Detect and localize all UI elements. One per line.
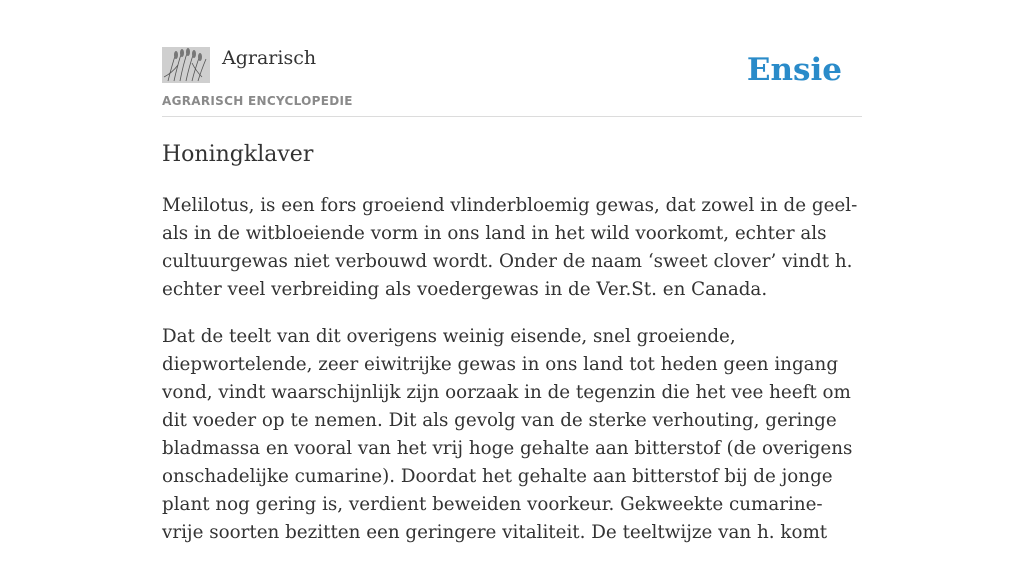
article-body (162, 192, 862, 566)
wheat-engraving-graphic (162, 47, 210, 83)
wheat-engraving-icon[interactable] (162, 47, 210, 83)
article-paragraph: Dat de teelt van dit overigens weinig eisende, snel groeiende, diepwortelende, zeer eiwitrijke gewas in ons land tot heden geen ingang vond, vindt waarschijnlijk zijn oorzaak in de tegenzin die het vee heeft om dit voeder op te nemen. Dit als gevolg van de sterke verhouting, geringe bladmassa en vooral van het vrij hoge gehalte aan bitterstof (de overigens onschadelijke cumarine). Doordat het gehalte aan bitterstof bij de jonge plant nog gering is, verdient beweiden voorkeur. Gekweekte cumarine-vrije soorten bezitten een geringere vitaliteit. De teeltwijze van h. komt (162, 326, 853, 543)
brand-subtitle[interactable]: AGRARISCH ENCYCLOPEDIE (162, 94, 353, 108)
ensie-logo[interactable]: Ensie (746, 52, 842, 88)
article-paragraph: Melilotus, is een fors groeiend vlinderbloemig gewas, dat zowel in de geel- als in de witbloeiende vorm in ons land in het wild voorkomt, echter als cultuurgewas niet verbouwd wordt. Onder de naam ‘sweet clover’ vindt h. echter veel verbreiding als voedergewas in de Ver.St. en Canada. (162, 195, 858, 300)
site-header (162, 46, 862, 117)
brand-name[interactable]: Agrarisch (222, 47, 317, 69)
article-title: Honingklaver (162, 142, 314, 167)
